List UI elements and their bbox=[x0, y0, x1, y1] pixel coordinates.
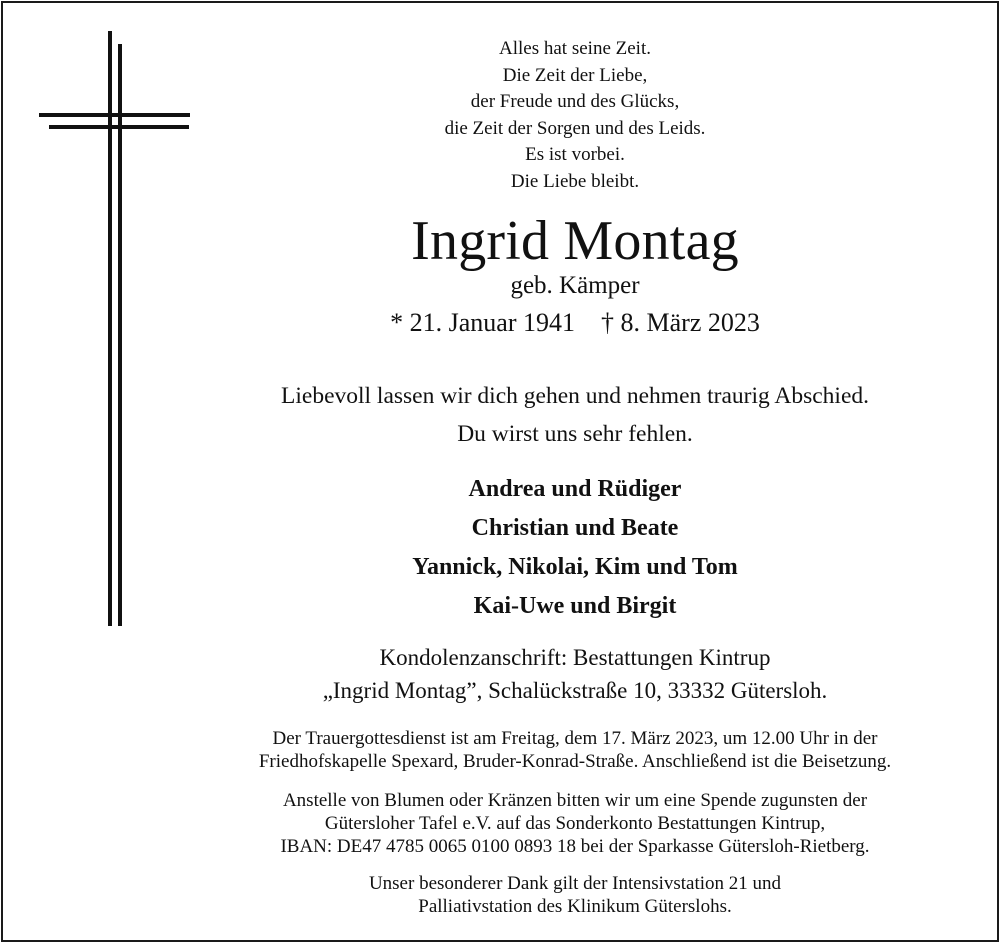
service-line: Der Trauergottesdienst ist am Freitag, dem 17. März 2023, um 12.00 Uhr in der bbox=[272, 728, 878, 749]
poem-line: die Zeit der Sorgen und des Leids. bbox=[444, 117, 706, 139]
birth-name: geb. Kämper bbox=[510, 272, 640, 299]
thanks-line: Unser besonderer Dank gilt der Intensivstation 21 und bbox=[368, 873, 782, 894]
deceased-name: Ingrid Montag bbox=[411, 210, 739, 272]
poem-line: Die Zeit der Liebe, bbox=[502, 64, 648, 86]
donation-info bbox=[190, 789, 960, 858]
donation-line: Gütersloher Tafel e.V. auf das Sonderkonto Bestattungen Kintrup, bbox=[324, 813, 826, 834]
farewell-line: Liebevoll lassen wir dich gehen und nehmen traurig Abschied. bbox=[281, 383, 869, 409]
mourner-entry: Andrea und Rüdiger bbox=[468, 476, 682, 502]
address-line: „Ingrid Montag”, Schalückstraße 10, 33332 Gütersloh. bbox=[322, 678, 828, 703]
mourner-entry: Yannick, Nikolai, Kim und Tom bbox=[412, 554, 738, 580]
mourners-list bbox=[190, 470, 960, 626]
farewell-line: Du wirst uns sehr fehlen. bbox=[457, 421, 693, 447]
life-dates: * 21. Januar 1941 † 8. März 2023 bbox=[390, 308, 760, 337]
poem bbox=[190, 36, 960, 195]
service-info bbox=[190, 728, 960, 773]
poem-line: Es ist vorbei. bbox=[525, 144, 625, 165]
service-line: Friedhofskapelle Spexard, Bruder-Konrad-Straße. Anschließend ist die Beisetzung. bbox=[258, 750, 892, 772]
poem-line: Die Liebe bleibt. bbox=[510, 170, 640, 192]
thanks-note bbox=[190, 872, 960, 918]
mourner-entry: Kai-Uwe und Birgit bbox=[473, 593, 677, 619]
donation-line: IBAN: DE47 4785 0065 0100 0893 18 bei der Sparkasse Gütersloh-Rietberg. bbox=[280, 836, 870, 857]
mourner-entry: Christian und Beate bbox=[471, 515, 679, 541]
poem-line: Alles hat seine Zeit. bbox=[499, 38, 651, 59]
condolence-address bbox=[190, 641, 960, 707]
address-line: Kondolenzanschrift: Bestattungen Kintrup bbox=[379, 645, 771, 670]
donation-line: Anstelle von Blumen oder Kränzen bitten wir um eine Spende zugunsten der bbox=[282, 790, 868, 811]
thanks-line: Palliativstation des Klinikum Güterslohs. bbox=[418, 896, 732, 917]
farewell-text bbox=[190, 377, 960, 453]
poem-line: der Freude und des Glücks, bbox=[470, 91, 680, 112]
